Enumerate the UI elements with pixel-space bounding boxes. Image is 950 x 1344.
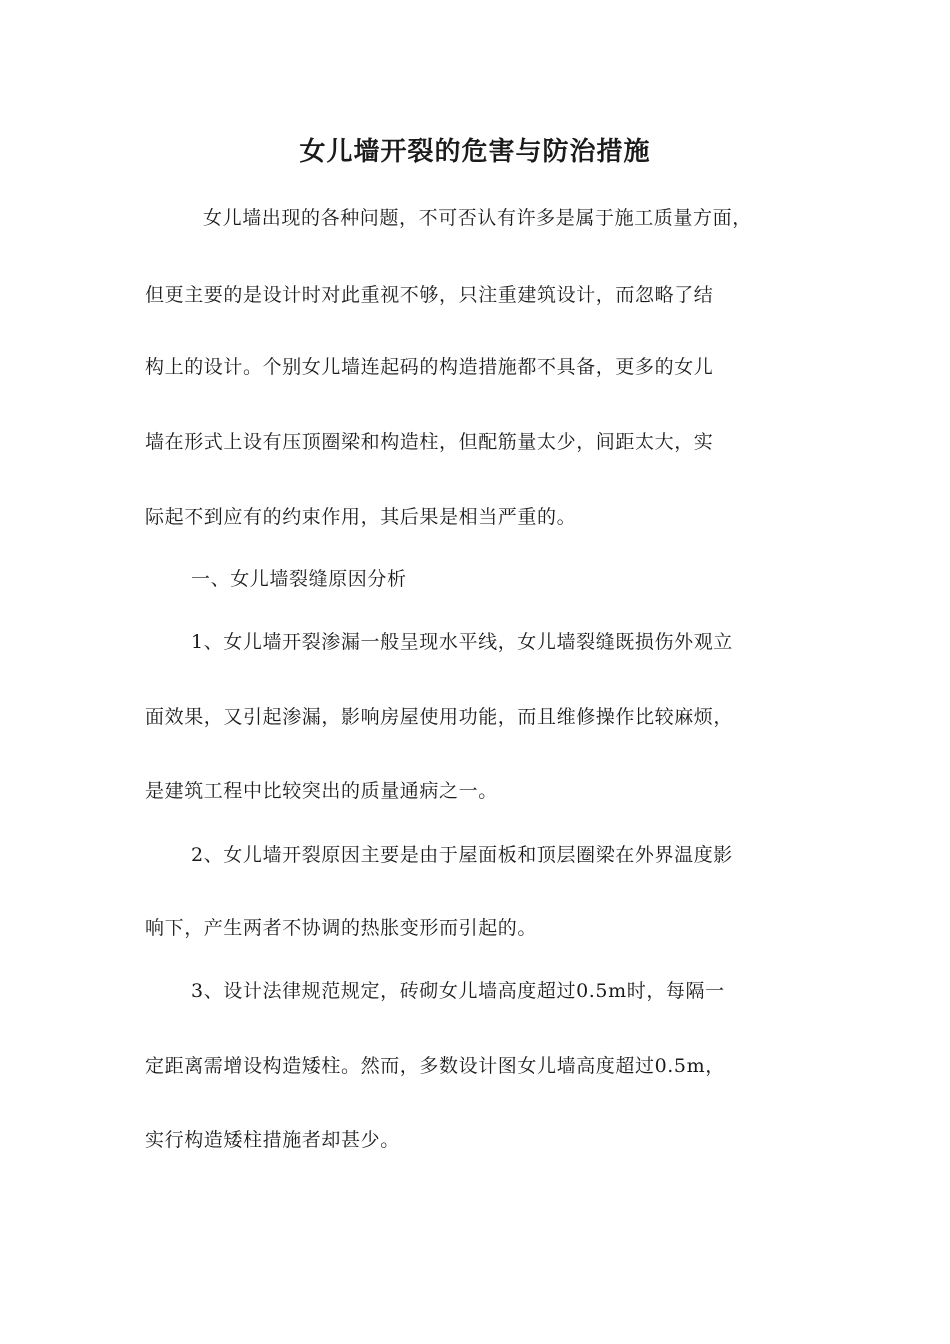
item-3-line-1: 3、设计法律规范规定，砖砌女儿墙高度超过0.5m时，每隔一 (191, 980, 725, 1002)
item-1-line-1: 1、女儿墙开裂渗漏一般呈现水平线，女儿墙裂缝既损伤外观立 (191, 631, 733, 653)
paragraph-1-line-3: 构上的设计。个别女儿墙连起码的构造措施都不具备，更多的女儿 (145, 356, 714, 378)
paragraph-1-line-4: 墙在形式上设有压顶圈梁和构造柱，但配筋量太少，间距太大，实 (145, 431, 714, 453)
paragraph-1-line-5: 际起不到应有的约束作用，其后果是相当严重的。 (145, 506, 577, 528)
paragraph-1-line-1: 女儿墙出现的各种问题，不可否认有许多是属于施工质量方面， (203, 207, 752, 229)
item-1-line-3: 是建筑工程中比较突出的质量通病之一。 (145, 780, 498, 802)
item-1-line-2: 面效果，又引起渗漏，影响房屋使用功能，而且维修操作比较麻烦， (145, 706, 734, 728)
paragraph-1-line-2: 但更主要的是设计时对此重视不够，只注重建筑设计，而忽略了结 (145, 284, 714, 306)
item-2-line-1: 2、女儿墙开裂原因主要是由于屋面板和顶层圈梁在外界温度影 (191, 844, 733, 866)
document-title: 女儿墙开裂的危害与防治措施 (299, 137, 651, 167)
item-3-line-3: 实行构造矮柱措施者却甚少。 (145, 1129, 400, 1151)
item-3-line-2: 定距离需增设构造矮柱。然而，多数设计图女儿墙高度超过0.5m， (145, 1055, 725, 1077)
section-heading-1: 一、女儿墙裂缝原因分析 (191, 568, 407, 590)
item-2-line-2: 响下，产生两者不协调的热胀变形而引起的。 (145, 917, 538, 939)
